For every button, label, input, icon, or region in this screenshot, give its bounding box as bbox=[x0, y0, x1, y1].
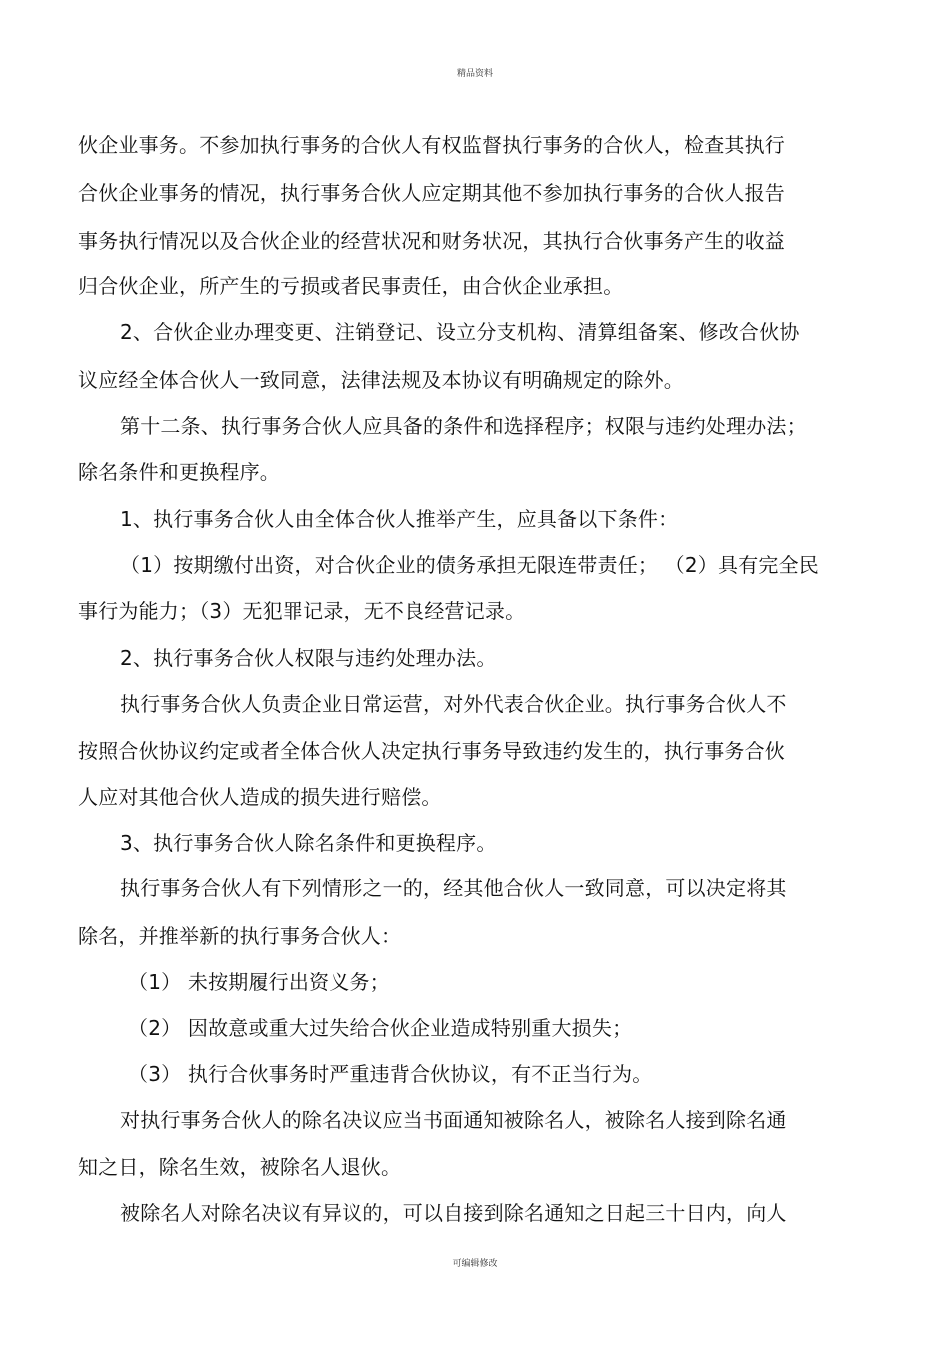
body-line-22: 对执行事务合伙人的除名决议应当书面通知被除名人，被除名人接到除名通 bbox=[120, 1108, 787, 1132]
page-header-note: 精品资料 bbox=[456, 69, 493, 79]
body-line-9: 1、执行事务合伙人由全体合伙人推举产生，应具备以下条件： bbox=[120, 507, 679, 531]
body-line-20: （2） 因故意或重大过失给合伙企业造成特别重大损失； bbox=[128, 1016, 633, 1040]
body-line-12: 2、执行事务合伙人权限与违约处理办法。 bbox=[120, 646, 497, 670]
page-footer-note: 可编辑修改 bbox=[452, 1259, 498, 1269]
body-line-23: 知之日，除名生效，被除名人退伙。 bbox=[78, 1155, 402, 1179]
body-line-6: 议应经全体合伙人一致同意，法律法规及本协议有明确规定的除外。 bbox=[78, 368, 684, 392]
body-line-17: 执行事务合伙人有下列情形之一的，经其他合伙人一致同意，可以决定将其 bbox=[120, 876, 787, 900]
body-line-10: （1）按期缴付出资，对合伙企业的债务承担无限连带责任； （2）具有完全民 bbox=[120, 553, 820, 577]
body-line-2: 合伙企业事务的情况，执行事务合伙人应定期其他不参加执行事务的合伙人报告 bbox=[78, 181, 785, 205]
body-line-16: 3、执行事务合伙人除名条件和更换程序。 bbox=[120, 831, 497, 855]
body-line-13: 执行事务合伙人负责企业日常运营，对外代表合伙企业。执行事务合伙人不 bbox=[120, 692, 787, 716]
body-line-4: 归合伙企业，所产生的亏损或者民事责任，由合伙企业承担。 bbox=[78, 274, 624, 298]
body-line-11: 事行为能力；（3）无犯罪记录，无不良经营记录。 bbox=[78, 599, 526, 623]
body-line-14: 按照合伙协议约定或者全体合伙人决定执行事务导致违约发生的，执行事务合伙 bbox=[78, 739, 785, 763]
body-line-21: （3） 执行合伙事务时严重违背合伙协议，有不正当行为。 bbox=[128, 1062, 653, 1086]
body-line-7: 第十二条、执行事务合伙人应具备的条件和选择程序；权限与违约处理办法； bbox=[120, 414, 807, 438]
body-line-18: 除名，并推举新的执行事务合伙人： bbox=[78, 924, 402, 948]
body-line-3: 事务执行情况以及合伙企业的经营状况和财务状况，其执行合伙事务产生的收益 bbox=[78, 229, 785, 253]
body-line-19: （1） 未按期履行出资义务； bbox=[128, 970, 390, 994]
body-line-1: 伙企业事务。不参加执行事务的合伙人有权监督执行事务的合伙人，检查其执行 bbox=[78, 133, 785, 157]
body-line-15: 人应对其他合伙人造成的损失进行赔偿。 bbox=[78, 785, 442, 809]
body-line-5: 2、合伙企业办理变更、注销登记、设立分支机构、清算组备案、修改合伙协 bbox=[120, 320, 800, 344]
body-line-8: 除名条件和更换程序。 bbox=[78, 460, 280, 484]
body-line-24: 被除名人对除名决议有异议的，可以自接到除名通知之日起三十日内，向人 bbox=[120, 1201, 787, 1225]
